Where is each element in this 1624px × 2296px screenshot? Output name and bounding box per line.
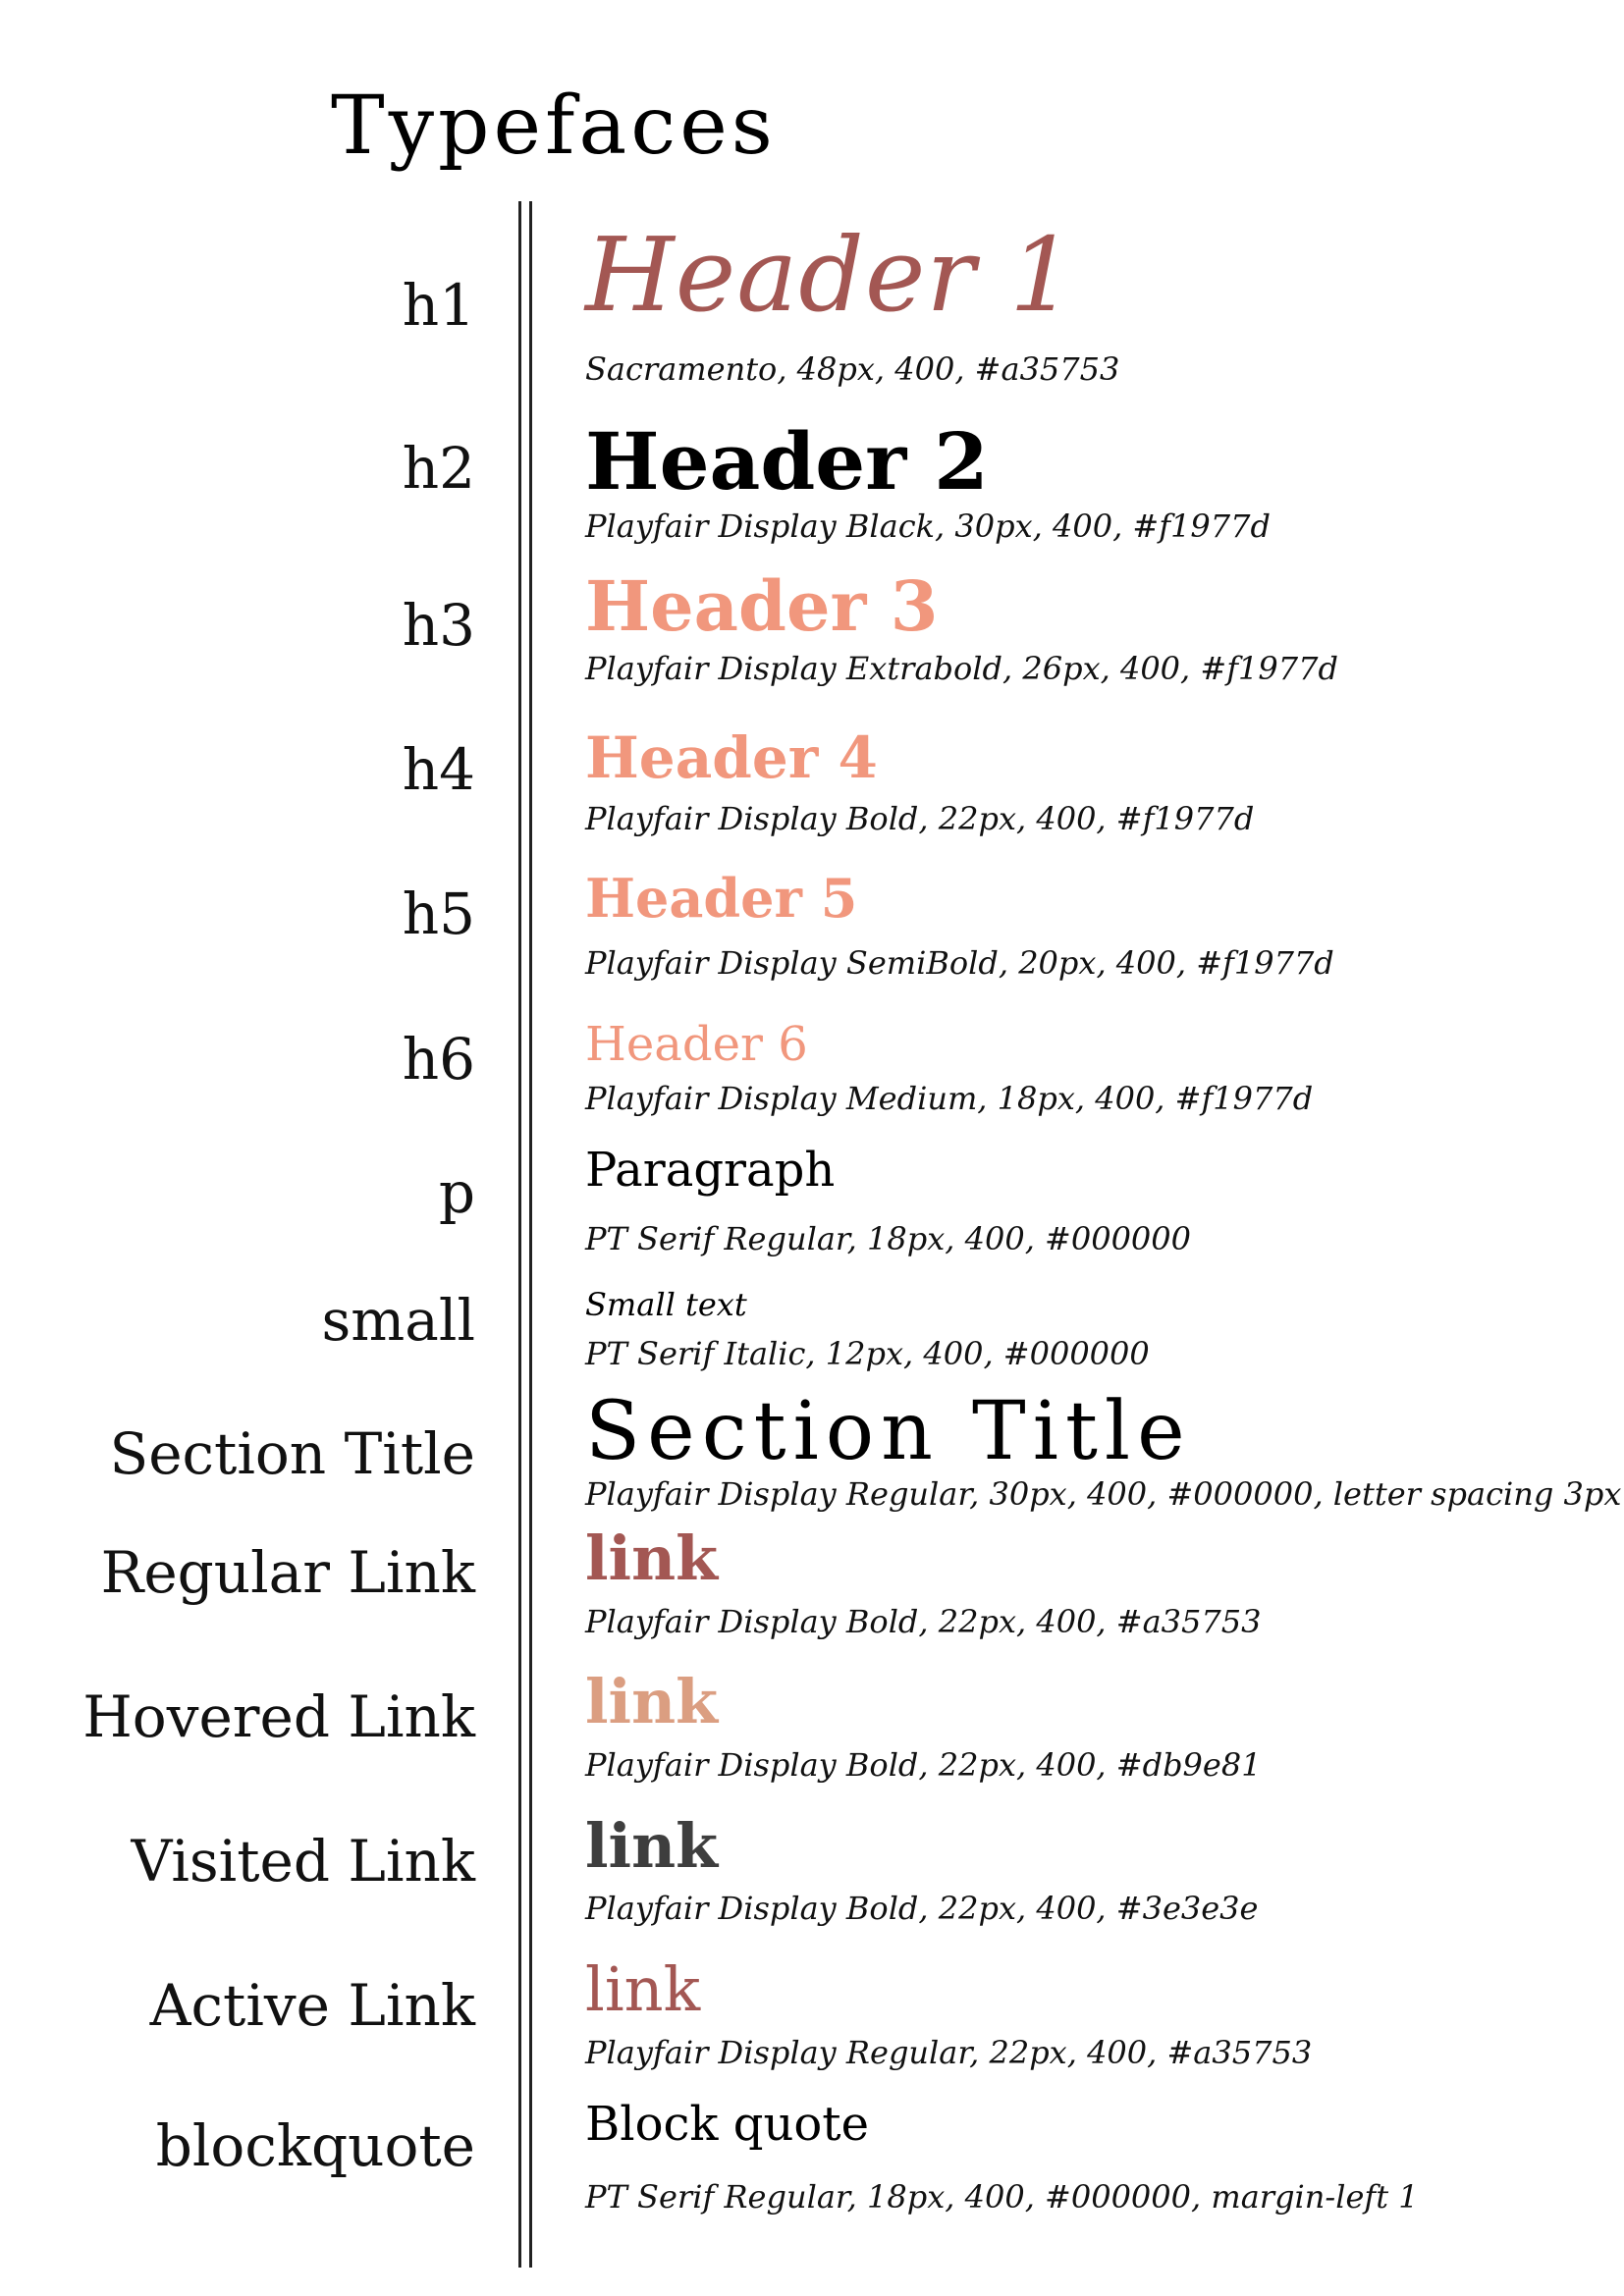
label-h4: h4 bbox=[402, 736, 475, 803]
label-section-title: Section Title bbox=[109, 1420, 475, 1487]
label-h2: h2 bbox=[402, 435, 475, 502]
divider-line-right bbox=[529, 201, 532, 2268]
spec-h3: Playfair Display Extrabold, 26px, 400, #f1977d bbox=[585, 650, 1338, 687]
label-active-link: Active Link bbox=[149, 1972, 475, 2039]
divider-line-left bbox=[518, 201, 521, 2268]
spec-h4: Playfair Display Bold, 22px, 400, #f1977d bbox=[585, 800, 1255, 837]
sample-section-title: Section Title bbox=[585, 1385, 1192, 1478]
sample-hovered-link[interactable]: link bbox=[585, 1666, 719, 1737]
sample-small: Small text bbox=[585, 1286, 747, 1323]
spec-h6: Playfair Display Medium, 18px, 400, #f1977d bbox=[585, 1080, 1314, 1117]
label-blockquote: blockquote bbox=[155, 2112, 475, 2179]
spec-visited-link: Playfair Display Bold, 22px, 400, #3e3e3e bbox=[585, 1890, 1259, 1927]
spec-section-title: Playfair Display Regular, 30px, 400, #000000, letter spacing 3px bbox=[585, 1475, 1622, 1513]
sample-h4: Header 4 bbox=[585, 724, 878, 791]
spec-hovered-link: Playfair Display Bold, 22px, 400, #db9e81 bbox=[585, 1746, 1262, 1784]
sample-h6: Header 6 bbox=[585, 1017, 808, 1072]
label-h3: h3 bbox=[402, 592, 475, 659]
sample-h5: Header 5 bbox=[585, 867, 858, 930]
spec-small: PT Serif Italic, 12px, 400, #000000 bbox=[585, 1335, 1150, 1372]
label-p: p bbox=[438, 1159, 475, 1226]
label-small: small bbox=[321, 1287, 475, 1354]
sample-h3: Header 3 bbox=[585, 565, 939, 647]
spec-blockquote: PT Serif Regular, 18px, 400, #000000, margin-left 1 bbox=[585, 2178, 1419, 2216]
sample-p: Paragraph bbox=[585, 1143, 836, 1198]
sample-visited-link[interactable]: link bbox=[585, 1810, 719, 1882]
sample-h2: Header 2 bbox=[585, 415, 989, 507]
page-title: Typefaces bbox=[331, 80, 777, 173]
label-regular-link: Regular Link bbox=[100, 1539, 475, 1606]
spec-h5: Playfair Display SemiBold, 20px, 400, #f1977d bbox=[585, 944, 1334, 982]
spec-active-link: Playfair Display Regular, 22px, 400, #a35753 bbox=[585, 2034, 1313, 2071]
spec-h1: Sacramento, 48px, 400, #a35753 bbox=[585, 350, 1120, 388]
sample-blockquote: Block quote bbox=[585, 2097, 869, 2152]
spec-h2: Playfair Display Black, 30px, 400, #f1977d bbox=[585, 507, 1271, 545]
sample-active-link[interactable]: link bbox=[585, 1953, 701, 2025]
sample-h1: Header 1 bbox=[585, 215, 1076, 335]
label-visited-link: Visited Link bbox=[131, 1828, 475, 1895]
label-h6: h6 bbox=[402, 1026, 475, 1093]
sample-regular-link[interactable]: link bbox=[585, 1522, 719, 1594]
label-hovered-link: Hovered Link bbox=[82, 1683, 475, 1750]
spec-p: PT Serif Regular, 18px, 400, #000000 bbox=[585, 1220, 1191, 1257]
label-h1: h1 bbox=[402, 272, 475, 339]
label-h5: h5 bbox=[402, 881, 475, 947]
spec-regular-link: Playfair Display Bold, 22px, 400, #a35753 bbox=[585, 1603, 1262, 1640]
